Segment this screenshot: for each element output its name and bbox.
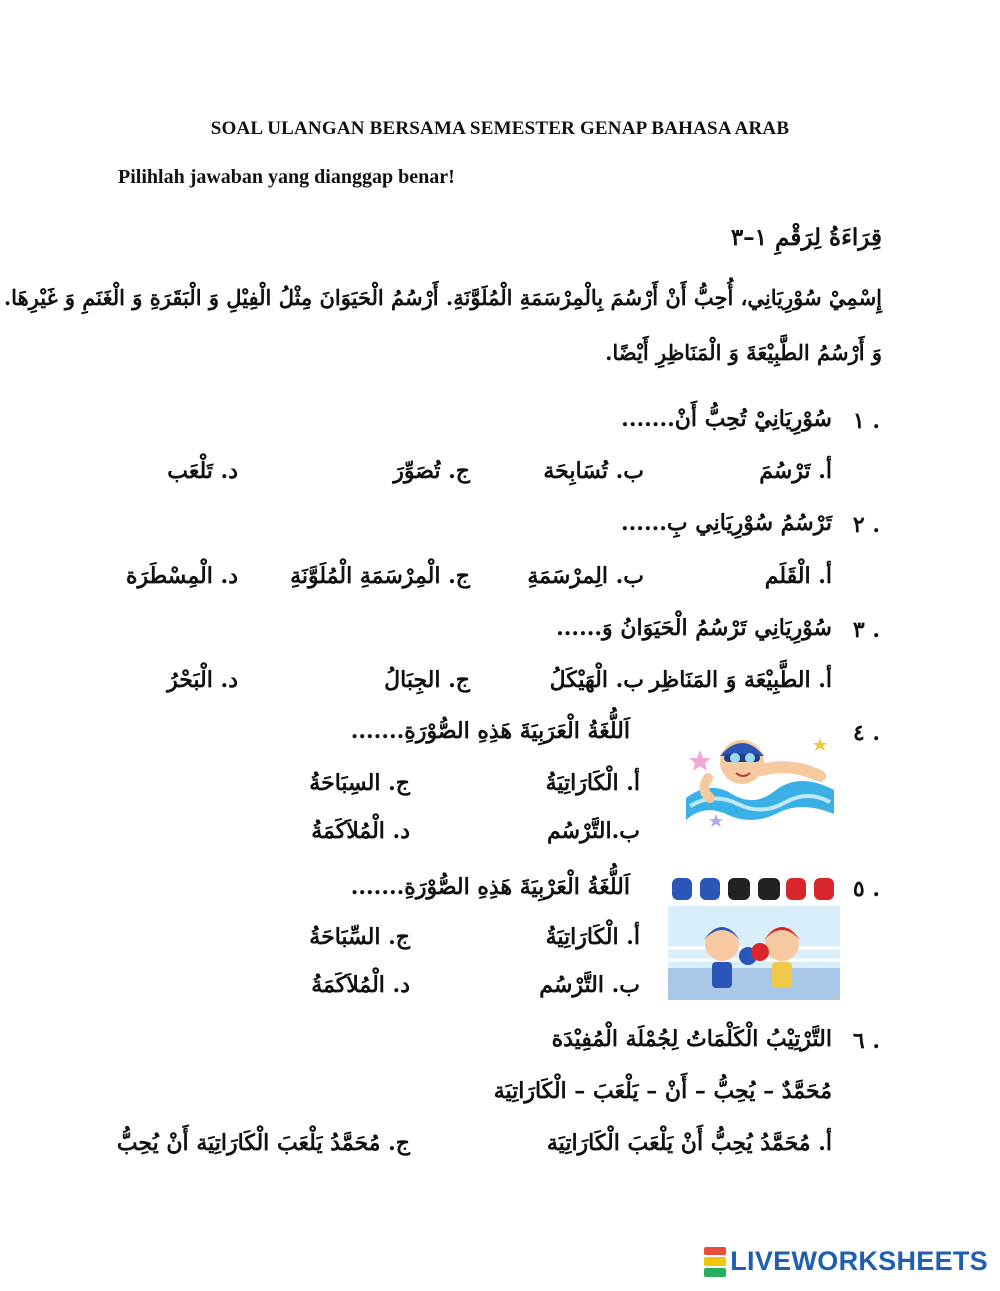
q4-number: ٤ .	[852, 720, 880, 746]
q4-option-d[interactable]: د. الْمُلاَكَمَةُ	[311, 818, 410, 844]
q2-option-d[interactable]: د. الْمِسْطَرَة	[126, 563, 238, 589]
q6-option-c[interactable]: ج. مُحَمَّدُ يَلْعَبَ الْكَارَاتِيَة أَنْ يُحِبُّ	[116, 1130, 410, 1156]
q3-text: سُوْرِيَانِي تَرْسُمُ الْحَيَوَانُ وَ......	[556, 615, 832, 641]
q3-number: ٣ .	[852, 617, 880, 643]
reading-line-2: وَ أَرْسُمُ الطَّبِيْعَةَ وَ الْمَنَاظِرِ أَيْضًا.	[605, 340, 882, 365]
q5-text: اَللُّغَةُ الْعَرْبِيَةَ هَذِهِ الصُّوْرَةِ.......	[350, 874, 630, 900]
boxing-kids-image	[668, 876, 840, 1000]
q1-option-b[interactable]: ب. تُسَابِحَة	[543, 458, 644, 484]
q1-number: ١ .	[852, 408, 880, 434]
q6-number: ٦ .	[852, 1028, 880, 1054]
q6-word-list: مُحَمَّدٌ – يُحِبُّ – أَنْ – يَلْعَبَ – الْكَارَاتِيَة	[493, 1078, 832, 1104]
q1-text: سُوْرِيَانِيْ تُحِبُّ أَنْ.......	[621, 406, 832, 432]
q4-text: اَللُّغَةُ الْعَرَبِيَةَ هَذِهِ الصُّوْرَةِ.......	[350, 718, 630, 744]
instruction: Pilihlah jawaban yang dianggap benar!	[118, 166, 455, 188]
q6-option-a[interactable]: أ. مُحَمَّدُ يُحِبُّ أَنْ يَلْعَبَ الْكَارَاتِيَة	[546, 1130, 832, 1156]
q5-option-b[interactable]: ب. التَّرْسُم	[539, 972, 640, 998]
q2-option-a[interactable]: أ. الْقَلَم	[764, 563, 832, 589]
q2-option-b[interactable]: ب. الِمرْسَمَةِ	[527, 563, 644, 589]
q1-option-d[interactable]: د. تَلْعَب	[167, 458, 238, 484]
reading-heading: قِرَاءَةُ لِرَقْمِ ١–٣	[730, 224, 882, 251]
q3-option-c[interactable]: ج. الجِبَالُ	[384, 667, 470, 693]
q2-text: تَرْسُمُ سُوْرِيَانِي بِ......	[620, 510, 832, 536]
page-title: SOAL ULANGAN BERSAMA SEMESTER GENAP BAHASA ARAB	[210, 118, 790, 139]
q4-option-c[interactable]: ج. السِبَاحَةُ	[309, 770, 410, 796]
q5-number: ٥ .	[852, 876, 880, 902]
q3-option-b[interactable]: ب. الْهَيْكَلُ	[549, 667, 644, 693]
q3-option-a[interactable]: أ. الطَّبِيْعَة وَ المَنَاظِر	[649, 667, 832, 693]
q1-option-a[interactable]: أ. تَرْسُمَ	[759, 458, 832, 484]
q3-option-d[interactable]: د. الْبَحْرُ	[167, 667, 238, 693]
q6-text: التَّرْتِيْبُ الْكَلْمَاتُ لِجُمْلَة الْمُفِيْدَة	[551, 1026, 832, 1052]
q1-option-c[interactable]: ج. تُصَوِّرَ	[393, 458, 470, 484]
brand-name: LIVEWORKSHEETS	[730, 1246, 988, 1276]
liveworksheets-badge-icon	[704, 1247, 726, 1277]
q4-option-b[interactable]: ب.التَّرْسُم	[546, 818, 640, 844]
q2-option-c[interactable]: ج. الْمِرْسَمَةِ الْمُلَوَّنَةِ	[290, 563, 470, 589]
q5-option-a[interactable]: أ. الْكَارَاتِيَةُ	[545, 924, 640, 950]
q5-option-d[interactable]: د. الْمُلاَكَمَةُ	[311, 972, 410, 998]
reading-line-1: إِسْمِيْ سُوْرِيَانِي، أُحِبُّ أَنْ أَرْسُمَ بِالْمِرْسَمَةِ الْمُلَوَّنَةِ. أَرْسُمُ الْحَيَوَانَ مِثْلُ الْفِيْلِ وَ الْبَقَرَةِ وَ الْغَنَمِ وَ غَيْرِهَا.	[3, 285, 882, 310]
q2-number: ٢ .	[852, 512, 880, 538]
q4-option-a[interactable]: أ. الْكَارَاتِيَةُ	[545, 770, 640, 796]
q5-option-c[interactable]: ج. السِّبَاحَةُ	[309, 924, 410, 950]
liveworksheets-logo	[704, 1246, 988, 1277]
swimming-boy-image	[680, 710, 840, 830]
